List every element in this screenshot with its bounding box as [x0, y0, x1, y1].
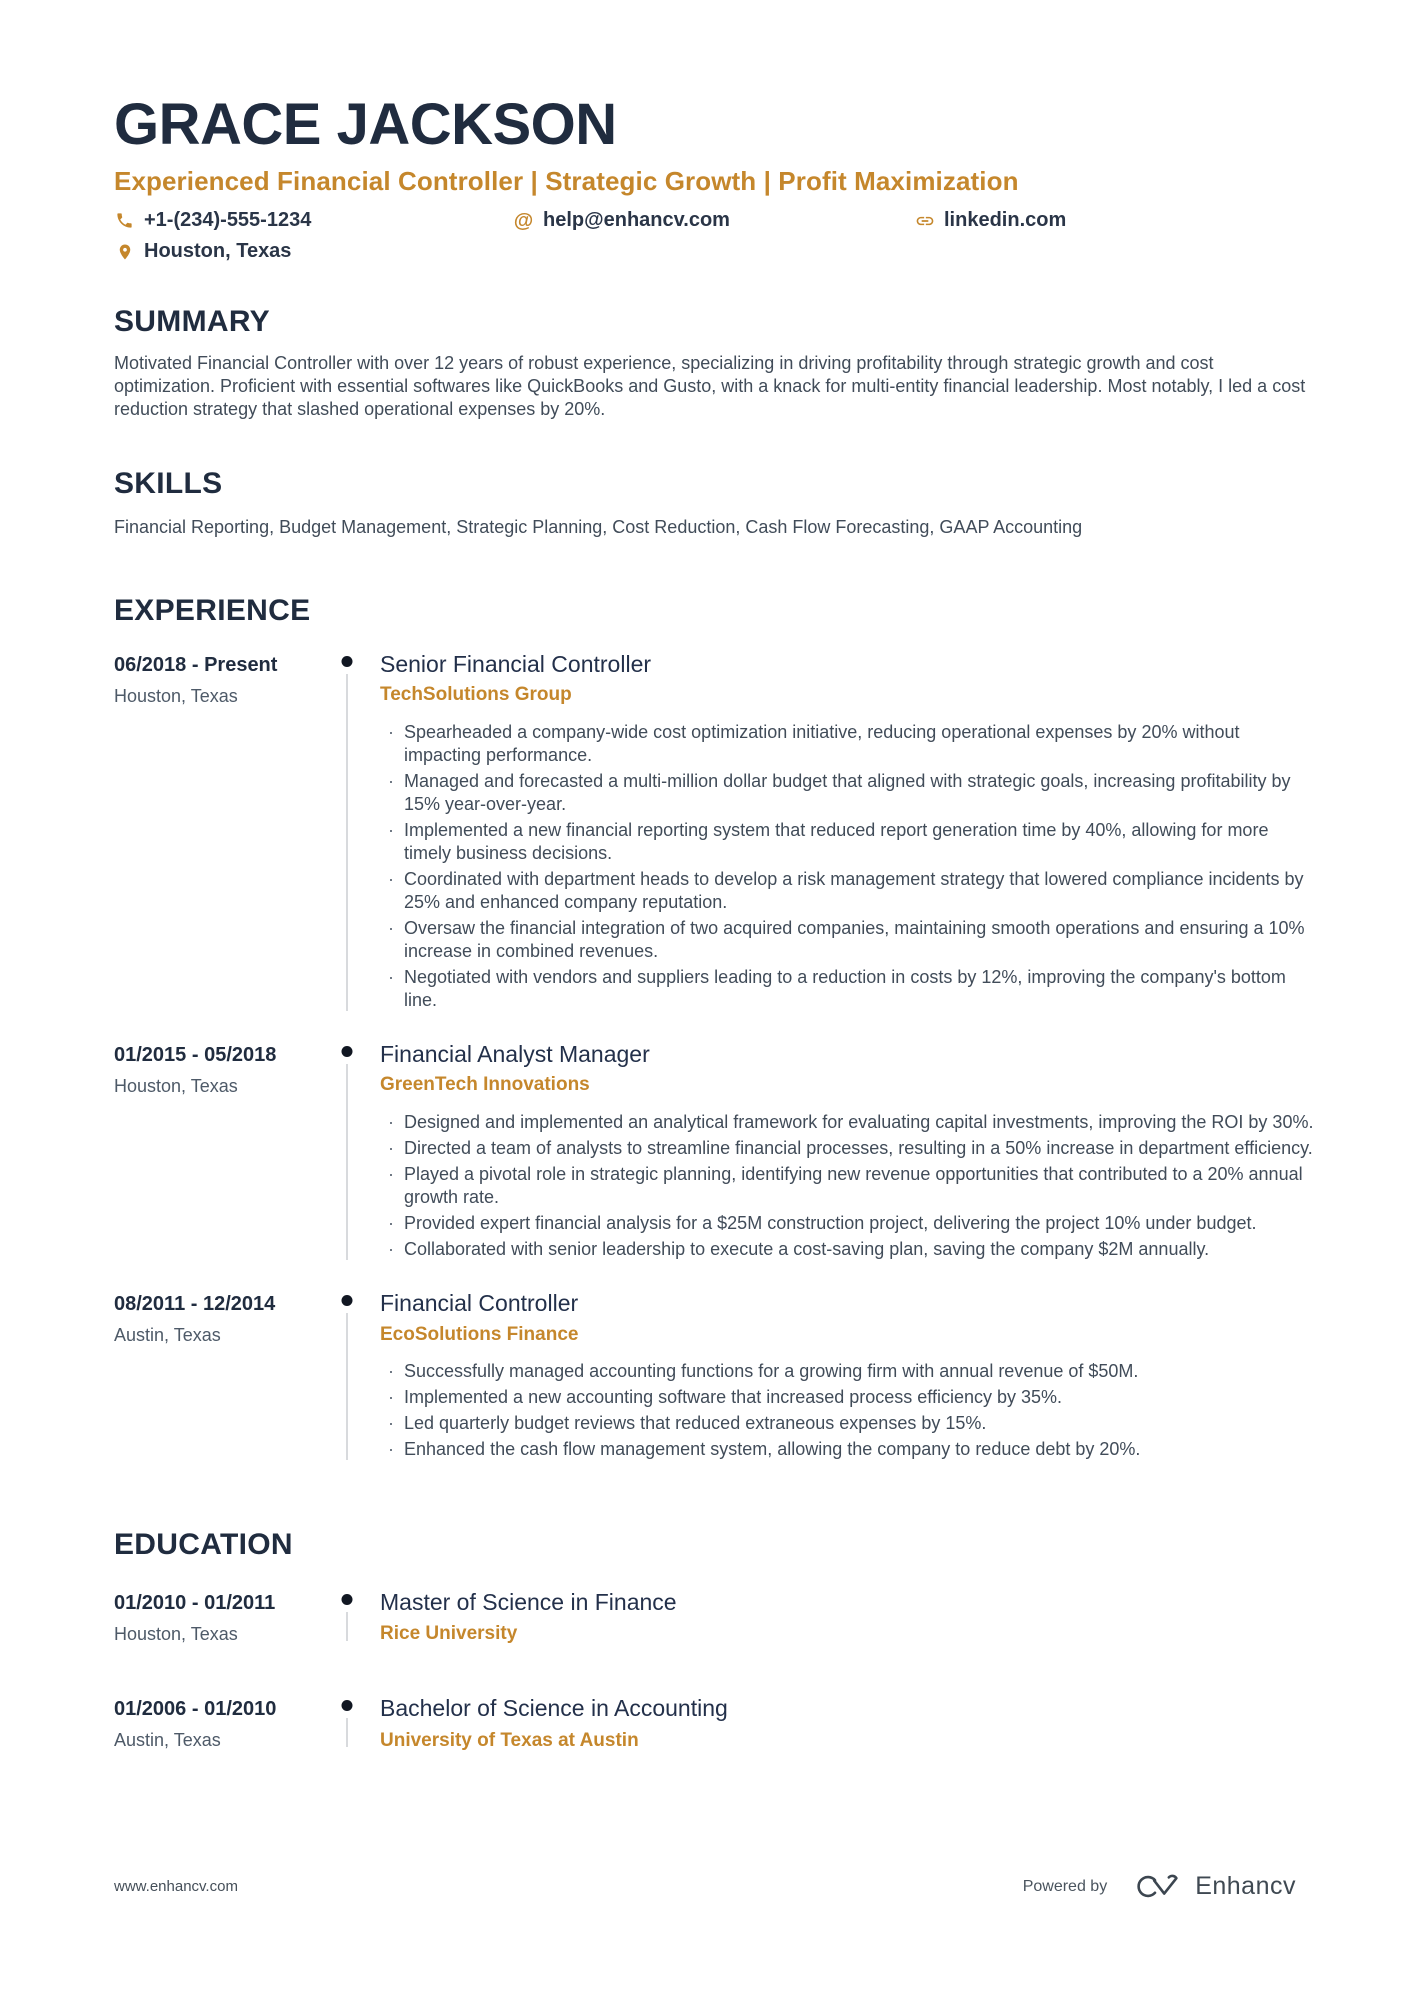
powered-by-label: Powered by [1022, 1877, 1108, 1895]
entry-meta [114, 1589, 314, 1645]
experience-heading: EXPERIENCE [114, 594, 311, 627]
job-title: Financial Controller [380, 1290, 579, 1317]
phone-contact [114, 209, 513, 232]
entry-meta [114, 1290, 314, 1464]
entry-content [380, 1041, 1314, 1264]
contact-row [114, 209, 1296, 232]
timeline-dot [314, 1041, 380, 1264]
entry-content [380, 651, 1314, 1015]
phone-icon [114, 210, 135, 231]
education-heading: EDUCATION [114, 1528, 293, 1562]
location-pin-icon [114, 241, 135, 262]
candidate-name: GRACE JACKSON [114, 92, 617, 157]
bullet-item: · Successfully managed accounting functions for a growing firm with annual revenue of $50M. [404, 1360, 1314, 1383]
link-contact[interactable] [914, 209, 1066, 232]
bullet-list [380, 1111, 1314, 1261]
bullet-list [380, 1360, 1314, 1461]
summary-text: Motivated Financial Controller with over 12 years of robust experience, specializing in driving profitability through strategic growth and cost optimization. Proficient with essential softwares like QuickBooks and Gusto, with a knack for multi-entity financial leadership. Most notably, I led a cost reduction strategy that slashed operational expenses by 20%. [114, 352, 1306, 419]
entry-meta [114, 1041, 314, 1264]
entry-content [380, 1290, 1314, 1464]
section-experience [114, 594, 1314, 1464]
section-summary [114, 305, 1306, 421]
bullet-item: · Implemented a new accounting software that increased process efficiency by 35%. [404, 1386, 1314, 1409]
link-icon [914, 210, 935, 231]
education-entry [114, 1589, 1296, 1645]
timeline-dot [314, 1589, 380, 1645]
resume-header [114, 92, 1296, 263]
bullet-item: · Provided expert financial analysis for a $25M construction project, delivering the project 10% under budget. [404, 1212, 1314, 1235]
email-address: help@enhancv.com [543, 209, 730, 231]
bullet-item: · Managed and forecasted a multi-million dollar budget that aligned with strategic goals, increasing profitability by 15% year-over-year. [404, 770, 1314, 816]
bullet-item: · Oversaw the financial integration of two acquired companies, maintaining smooth operations and ensuring a 10% increase in combined revenues. [404, 917, 1314, 963]
site-url[interactable]: www.enhancv.com [114, 1878, 238, 1895]
experience-entry [114, 1290, 1296, 1464]
timeline-dot [314, 1290, 380, 1464]
degree-title: Bachelor of Science in Accounting [380, 1695, 728, 1722]
location-row [114, 240, 1296, 263]
timeline-dot [314, 651, 380, 1015]
school-location: Houston, Texas [114, 1623, 238, 1644]
job-location: Houston, Texas [114, 1075, 238, 1096]
company-name: GreenTech Innovations [380, 1074, 590, 1096]
bullet-item: · Collaborated with senior leadership to execute a cost-saving plan, saving the company $2M annually. [404, 1238, 1314, 1261]
degree-title: Master of Science in Finance [380, 1588, 677, 1615]
enhancv-logo-icon [1137, 1873, 1183, 1900]
job-location: Houston, Texas [114, 685, 238, 706]
bullet-item: · Implemented a new financial reporting system that reduced report generation time by 40%, allowing for more timely business decisions. [404, 819, 1314, 865]
timeline-dot [314, 1695, 380, 1751]
at-icon: @ [513, 209, 534, 232]
powered-by[interactable] [1023, 1872, 1296, 1901]
link-url[interactable]: linkedin.com [944, 209, 1067, 231]
job-location: Austin, Texas [114, 1325, 221, 1346]
bullet-item: · Designed and implemented an analytical framework for evaluating capital investments, improving the ROI by 30%. [404, 1111, 1314, 1134]
date-range: 01/2006 - 01/2010 [114, 1698, 277, 1721]
job-title: Financial Analyst Manager [380, 1040, 650, 1067]
bullet-item: · Led quarterly budget reviews that reduced extraneous expenses by 15%. [404, 1412, 1314, 1435]
entry-content [380, 1589, 1296, 1645]
experience-entry [114, 650, 1305, 1015]
company-name: TechSolutions Group [380, 683, 572, 705]
bullet-item: · Coordinated with department heads to develop a risk management strategy that lowered compliance incidents by 25% and enhanced company reputation. [404, 868, 1314, 914]
skills-text: Financial Reporting, Budget Management, Strategic Planning, Cost Reduction, Cash Flow Forecasting, GAAP Accounting [114, 517, 1083, 537]
candidate-headline: Experienced Financial Controller | Strategic Growth | Profit Maximization [114, 166, 1019, 196]
bullet-item: · Enhanced the cash flow management system, allowing the company to reduce debt by 20%. [404, 1438, 1314, 1461]
school-name: Rice University [380, 1623, 518, 1645]
experience-entry [114, 1040, 1314, 1264]
entry-meta [114, 651, 314, 1015]
brand-name: Enhancv [1195, 1872, 1296, 1900]
education-entries [114, 1589, 1296, 1752]
summary-heading: SUMMARY [114, 305, 270, 338]
education-entry [114, 1695, 1296, 1751]
entry-meta [114, 1695, 314, 1751]
phone-number: +1-(234)-555-1234 [144, 209, 312, 231]
date-range: 08/2011 - 12/2014 [114, 1293, 276, 1316]
entry-content [380, 1695, 1296, 1751]
skills-heading: SKILLS [114, 466, 223, 500]
bullet-item: · Spearheaded a company-wide cost optimization initiative, reducing operational expenses by 20% without impacting performance. [404, 721, 1314, 767]
section-skills [114, 467, 1296, 541]
date-range: 01/2015 - 05/2018 [114, 1043, 277, 1066]
bullet-item: · Played a pivotal role in strategic planning, identifying new revenue opportunities that contributed to a 20% annual growth rate. [404, 1163, 1314, 1209]
location-text: Houston, Texas [144, 240, 292, 262]
school-name: University of Texas at Austin [380, 1729, 639, 1751]
school-location: Austin, Texas [114, 1730, 221, 1751]
experience-entries [114, 650, 1314, 1465]
location-contact [114, 240, 291, 263]
job-title: Senior Financial Controller [380, 650, 652, 677]
bullet-item: · Directed a team of analysts to streamline financial processes, resulting in a 50% increase in department efficiency. [404, 1137, 1314, 1160]
bullet-item: · Negotiated with vendors and suppliers leading to a reduction in costs by 12%, improving the company's bottom line. [404, 966, 1314, 1012]
company-name: EcoSolutions Finance [380, 1323, 579, 1345]
date-range: 06/2018 - Present [114, 653, 278, 676]
date-range: 01/2010 - 01/2011 [114, 1591, 276, 1614]
email-contact [513, 209, 914, 232]
page-footer [114, 1872, 1296, 1901]
bullet-list [380, 721, 1314, 1012]
section-education [114, 1528, 1296, 1751]
